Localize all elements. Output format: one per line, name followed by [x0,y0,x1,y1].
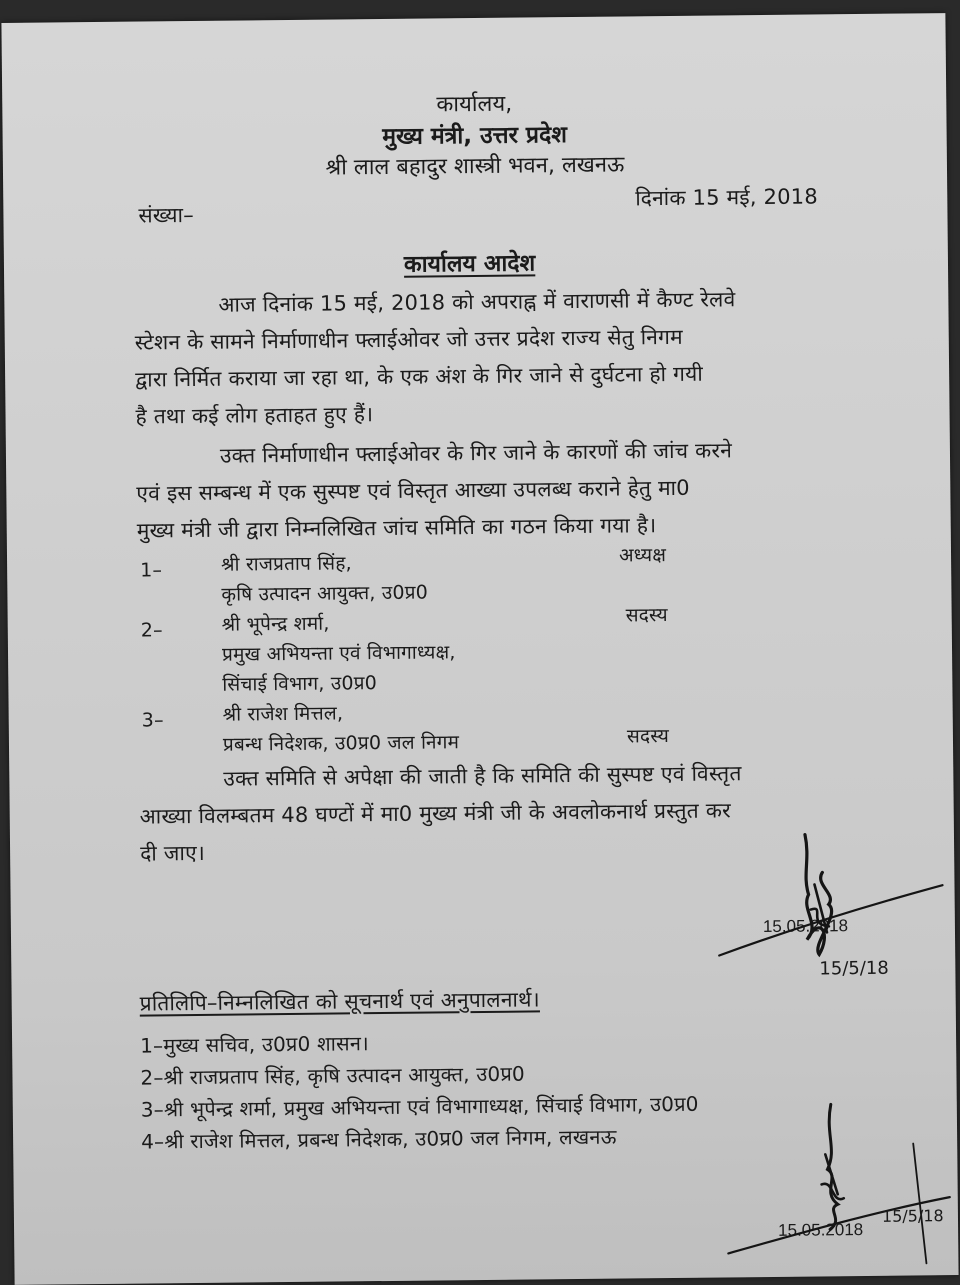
member-role: अध्यक्ष [618,544,667,567]
signature1-date: 15.05.2018 [762,916,849,937]
signature2-initials: 15/5/18 [881,1206,944,1226]
paragraph3-line1: उक्त समिति से अपेक्षा की जाती है कि समिति की सुस्पष्ट एवं विस्तृत [223,761,742,791]
member-name: श्री राजेश मित्तल, [222,702,344,726]
paragraph3-line3: दी जाए। [139,840,206,866]
member-role: सदस्य [626,725,670,748]
member-designation: प्रमुख अभियन्ता एवं विभागाध्यक्ष, [221,641,456,666]
member-number: 2– [140,619,163,642]
member-department: सिंचाई विभाग, उ0प्र0 [222,672,378,696]
signature2-mark [713,1093,955,1276]
paragraph1-line4: है तथा कई लोग हताहत हुए हैं। [135,402,374,429]
signature1-mark [710,813,952,1016]
copy-item: 1–मुख्य सचिव, उ0प्र0 शासन। [140,1031,369,1058]
paragraph2-line3: मुख्य मंत्री जी द्वारा निम्नलिखित जांच समिति का गठन किया गया है। [136,513,657,543]
signature1-initials: 15/5/18 [819,957,889,980]
paragraph2-line2: एवं इस सम्बन्ध में एक सुस्पष्ट एवं विस्तृत आख्या उपलब्ध कराने हेतु मा0 [136,475,690,506]
office-address: श्री लाल बहादुर शास्त्री भवन, लखनऊ [325,152,625,181]
copy-item: 4–श्री राजेश मित्तल, प्रबन्ध निदेशक, उ0प्र0 जल निगम, लखनऊ [141,1124,617,1154]
member-number: 1– [140,559,163,582]
paragraph3-line2: आख्या विलम्बतम 48 घण्टों में मा0 मुख्य मंत्री जी के अवलोकनार्थ प्रस्तुत कर [139,798,731,829]
chief-minister-title: मुख्य मंत्री, उत्तर प्रदेश [382,122,568,150]
member-name: श्री भूपेन्द्र शर्मा, [221,612,330,636]
copy-heading: प्रतिलिपि–निम्नलिखित को सूचनार्थ एवं अनुपालनार्थ। [139,987,540,1016]
paragraph2-line1: उक्त निर्माणाधीन फ्लाईओवर के गिर जाने के कारणों की जांच करने [219,438,733,468]
paragraph1-line2: स्टेशन के सामने निर्माणाधीन फ्लाईओवर जो उत्तर प्रदेश राज्य सेतु निगम [134,324,683,355]
document-page [1,13,958,1285]
member-designation: प्रबन्ध निदेशक, उ0प्र0 जल निगम [222,731,460,756]
office-label: कार्यालय, [436,91,513,118]
member-name: श्री राजप्रताप सिंह, [220,552,352,576]
signature2-date: 15.05.2018 [778,1220,864,1240]
member-designation: कृषि उत्पादन आयुक्त, उ0प्र0 [221,581,429,606]
paragraph1-line3: द्वारा निर्मित कराया जा रहा था, के एक अंश के गिर जाने से दुर्घटना हो गयी [135,361,704,392]
copy-item: 2–श्री राजप्रताप सिंह, कृषि उत्पादन आयुक्त, उ0प्र0 [140,1061,526,1090]
member-role: सदस्य [625,604,668,627]
paragraph1-line1: आज दिनांक 15 मई, 2018 को अपराह्न में वाराणसी में कैण्ट रेलवे [218,287,736,317]
order-date: दिनांक 15 मई, 2018 [635,184,818,211]
order-title: कार्यालय आदेश [403,250,536,278]
copy-item: 3–श्री भूपेन्द्र शर्मा, प्रमुख अभियन्ता एवं विभागाध्यक्ष, सिंचाई विभाग, उ0प्र0 [140,1091,699,1122]
member-number: 3– [141,709,164,732]
reference-number: संख्या– [138,202,194,228]
